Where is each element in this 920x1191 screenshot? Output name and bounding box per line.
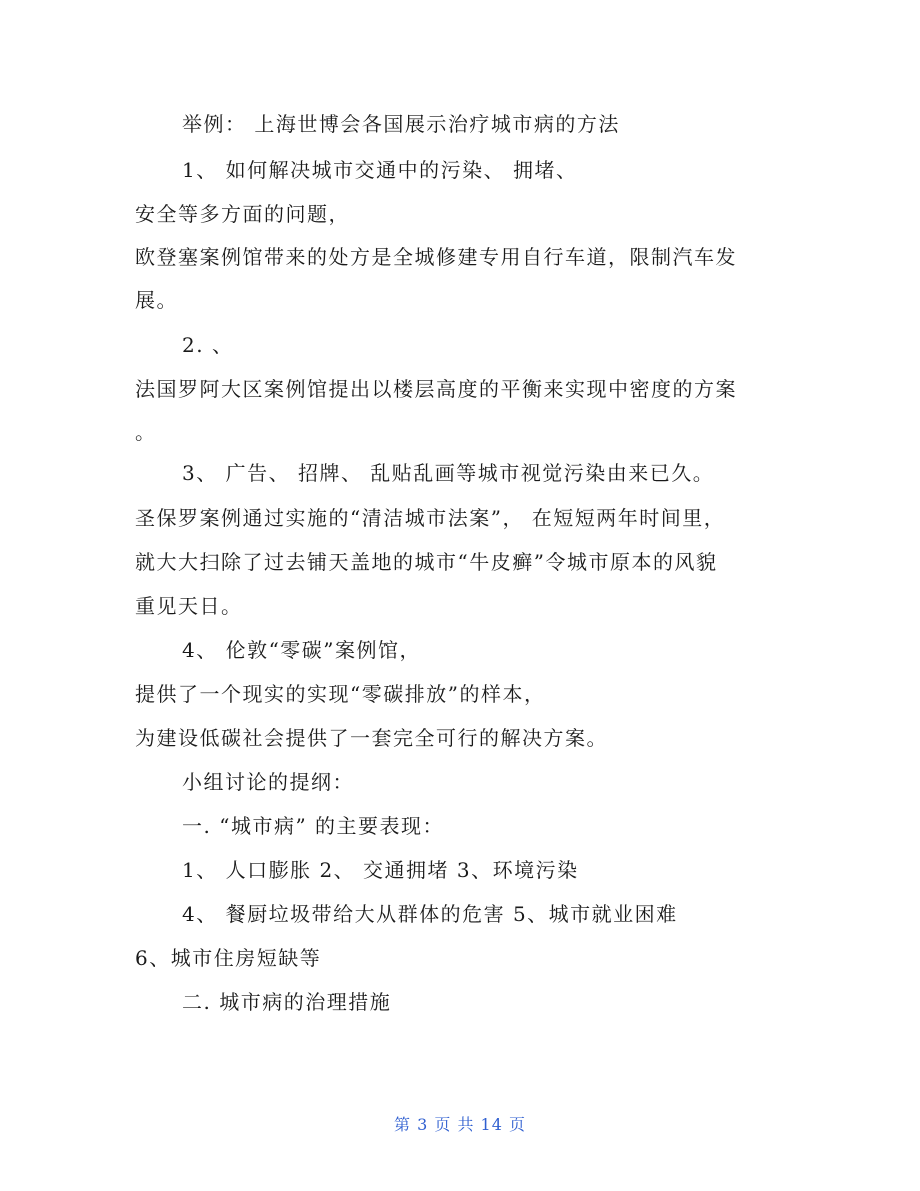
paragraph-line: 欧登塞案例馆带来的处方是全城修建专用自行车道，限制汽车发 bbox=[135, 245, 737, 269]
paragraph-line: 二. 城市病的治理措施 bbox=[182, 990, 392, 1014]
page-number-footer: 第 3 页 共 14 页 bbox=[394, 1115, 526, 1134]
paragraph-line: 4、 餐厨垃圾带给大从群体的危害 5、城市就业困难 bbox=[182, 902, 678, 926]
paragraph-line: 就大大扫除了过去铺天盖地的城市“牛皮癣”令城市原本的风貌 bbox=[135, 550, 718, 574]
paragraph-line: 2. 、 bbox=[182, 333, 234, 357]
paragraph-line: 圣保罗案例通过实施的“清洁城市法案”， 在短短两年时间里， bbox=[135, 506, 726, 530]
paragraph-line: 3、 广告、 招牌、 乱贴乱画等城市视觉污染由来已久。 bbox=[182, 461, 715, 485]
paragraph-line: 展。 bbox=[135, 288, 178, 312]
paragraph-line: 。 bbox=[135, 420, 157, 444]
paragraph-line: 举例： 上海世博会各国展示治疗城市病的方法 bbox=[182, 112, 620, 136]
paragraph-line: 4、 伦敦“零碳”案例馆， bbox=[182, 638, 422, 662]
paragraph-line: 安全等多方面的问题， bbox=[135, 202, 350, 226]
paragraph-line: 法国罗阿大区案例馆提出以楼层高度的平衡来实现中密度的方案 bbox=[135, 377, 737, 401]
paragraph-line: 6、城市住房短缺等 bbox=[135, 946, 322, 970]
paragraph-line: 1、 人口膨胀 2、 交通拥堵 3、环境污染 bbox=[182, 858, 579, 882]
paragraph-line: 1、 如何解决城市交通中的污染、 拥堵、 bbox=[182, 158, 578, 182]
paragraph-line: 重见天日。 bbox=[135, 594, 243, 618]
paragraph-line: 为建设低碳社会提供了一套完全可行的解决方案。 bbox=[135, 726, 608, 750]
paragraph-line: 提供了一个现实的实现“零碳排放”的样本， bbox=[135, 682, 546, 706]
paragraph-line: 小组讨论的提纲： bbox=[182, 770, 354, 794]
paragraph-line: 一. “城市病” 的主要表现： bbox=[182, 814, 445, 838]
